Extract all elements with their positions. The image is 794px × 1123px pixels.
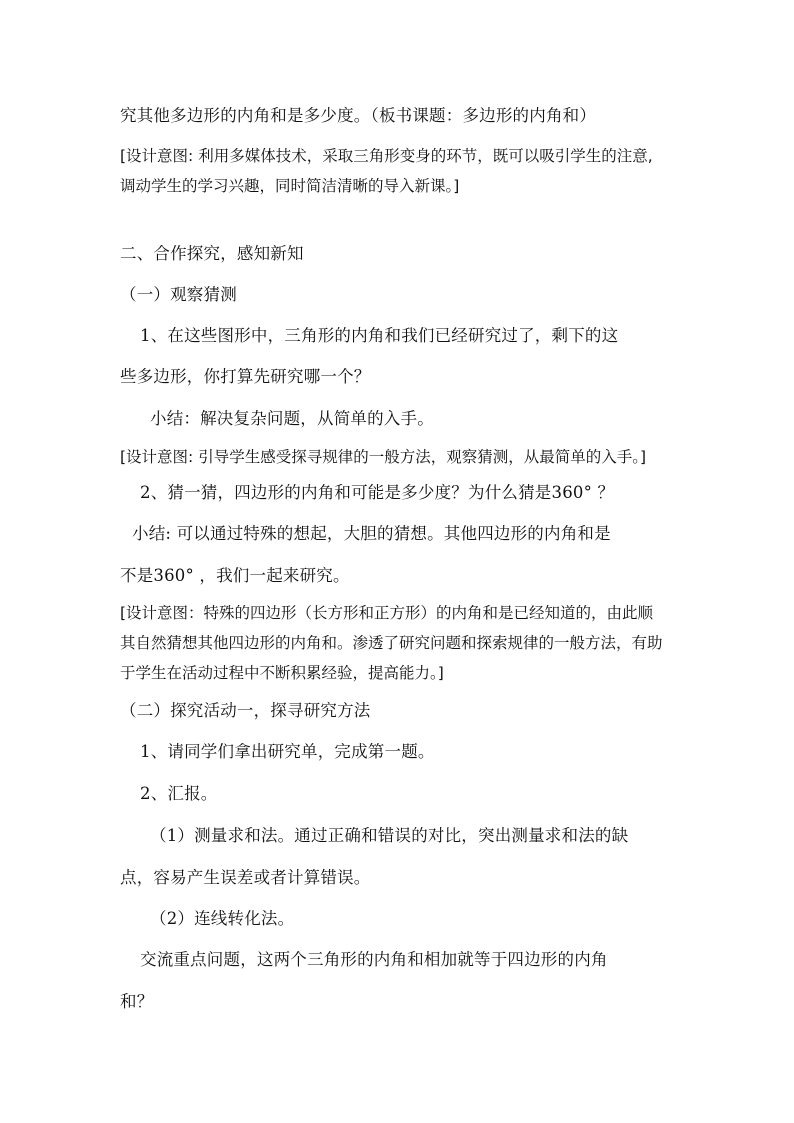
key-question-line-1: 交流重点问题，这两个三角形的内角和相加就等于四边形的内角 xyxy=(140,950,608,969)
design-note-3-line-1: [设计意图：特殊的四边形（长方形和正方形）的内角和是已经知道的，由此顺 xyxy=(120,604,654,622)
activity-item-2: 2、汇报。 xyxy=(140,784,218,803)
summary-1: 小结：解决复杂问题，从简单的入手。 xyxy=(150,409,434,428)
key-question-line-2: 和？ xyxy=(120,992,154,1011)
section-heading-cooperative-exploration: 二、合作探究，感知新知 xyxy=(120,244,304,263)
design-note-1-line-2: 调动学生的学习兴趣，同时简洁清晰的导入新课。] xyxy=(120,177,460,195)
subheading-observe-guess: （一）观察猜测 xyxy=(120,285,237,304)
method-1-line-2: 点，容易产生误差或者计算错误。 xyxy=(120,868,371,887)
design-note-1-line-1: [设计意图: 利用多媒体技术，采取三角形变身的环节，既可以吸引学生的注意, xyxy=(120,147,653,165)
design-note-2: [设计意图: 引导学生感受探寻规律的一般方法，观察猜测，从最简单的入手。] xyxy=(120,448,646,466)
subheading-activity-one: （二）探究活动一，探寻研究方法 xyxy=(120,701,371,720)
item-1-line-2: 些多边形，你打算先研究哪一个？ xyxy=(120,367,371,386)
activity-item-1: 1、请同学们拿出研究单，完成第一题。 xyxy=(140,742,435,761)
design-note-3-line-2: 其自然猜想其他四边形的内角和。渗透了研究问题和探索规律的一般方法，有助 xyxy=(120,634,663,652)
item-1-line-1: 1、在这些图形中，三角形的内角和我们已经研究过了，剩下的这 xyxy=(140,326,619,345)
summary-2-line-2: 不是360° ，我们一起来研究。 xyxy=(120,566,350,585)
design-note-3-line-3: 于学生在活动过程中不断积累经验，提高能力。] xyxy=(120,664,444,682)
summary-2-line-1: 小结: 可以通过特殊的想起，大胆的猜想。其他四边形的内角和是 xyxy=(132,524,611,543)
method-1-line-1: （1）测量求和法。通过正确和错误的对比，突出测量求和法的缺 xyxy=(150,826,629,845)
item-2-guess: 2、猜一猜，四边形的内角和可能是多少度？为什么猜是360° ？ xyxy=(140,483,615,502)
text-line-intro-continuation: 究其他多边形的内角和是多少度。（板书课题：多边形的内角和） xyxy=(120,106,597,125)
method-2: （2）连线转化法。 xyxy=(150,909,295,928)
